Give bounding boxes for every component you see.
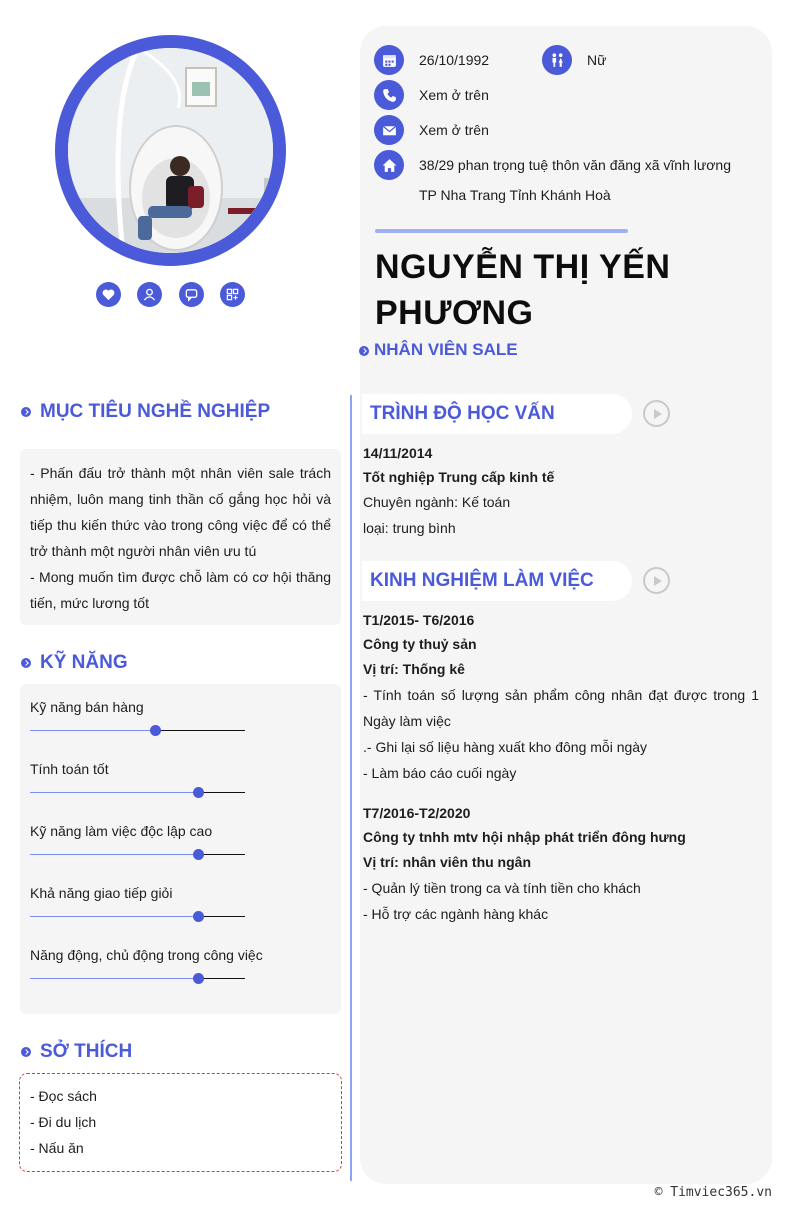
chevron-right-icon (359, 346, 369, 356)
job-duty: - Hỗ trợ các ngành hàng khác (363, 906, 549, 922)
skill-label: Kỹ năng làm việc độc lập cao (30, 823, 213, 839)
user-icon[interactable] (137, 282, 162, 307)
education-title: TRÌNH ĐỘ HỌC VẤN (370, 403, 555, 424)
hobby-item: - Đọc sách (30, 1088, 97, 1104)
skill-label: Năng động, chủ động trong công việc (30, 947, 263, 963)
job-duty: - Quản lý tiền trong ca và tính tiền cho khách (363, 880, 641, 896)
gender: Nữ (587, 52, 607, 68)
education-date: 14/11/2014 (363, 445, 433, 461)
job-company: Công ty thuỷ sản (363, 636, 477, 652)
skill-label: Tính toán tốt (30, 761, 109, 777)
objective-text (30, 460, 331, 616)
hobby-item: - Nấu ăn (30, 1140, 84, 1156)
job-period: T7/2016-T2/2020 (363, 805, 471, 821)
name-line-1: NGUYỄN THỊ YẾN (375, 248, 671, 286)
play-icon[interactable] (643, 567, 670, 594)
experience-title: KINH NGHIỆM LÀM VIỆC (370, 570, 594, 591)
skill-fill (30, 916, 198, 917)
job-period: T1/2015- T6/2016 (363, 612, 475, 628)
skill-label: Khả năng giao tiếp giỏi (30, 885, 173, 901)
education-header (362, 394, 632, 434)
skills-title: KỸ NĂNG (40, 652, 128, 673)
skill-fill (30, 792, 198, 793)
job-position: Vị trí: nhân viên thu ngân (363, 854, 531, 870)
skill-fill (30, 854, 198, 855)
skill-label: Kỹ năng bán hàng (30, 699, 144, 715)
phone-icon (374, 80, 404, 110)
footer-copyright: © Timviec365.vn (654, 1185, 772, 1200)
experience-header (362, 561, 632, 601)
mail-icon (374, 115, 404, 145)
phone: Xem ở trên (419, 87, 489, 103)
skill-slider (30, 916, 245, 917)
play-icon[interactable] (643, 400, 670, 427)
address-line-2: TP Nha Trang Tỉnh Khánh Hoà (419, 187, 611, 203)
name-line-2: PHƯƠNG (375, 294, 534, 332)
avatar (68, 48, 273, 253)
job-duty: - Làm báo cáo cuối ngày (363, 765, 517, 781)
skills-box (20, 684, 341, 1014)
job-title: NHÂN VIÊN SALE (374, 340, 518, 359)
objective-item-1: - Phấn đấu trở thành một nhân viên sale trách nhiệm, luôn mang tinh thần cố gắng học hỏi và tiếp thu kiến thức vào trong công việc để có thể trở thành một người nhân viên ưu tú (30, 465, 331, 559)
grid-icon[interactable] (220, 282, 245, 307)
skill-knob (193, 787, 204, 798)
job-duty: - Tính toán số lượng sản phẩm công nhân đạt được trong 1 Ngày làm việc (363, 687, 759, 729)
address-line-1: 38/29 phan trọng tuệ thôn văn đăng xã vĩnh lương (419, 157, 732, 173)
chevron-right-icon (21, 1047, 31, 1057)
email: Xem ở trên (419, 122, 489, 138)
skill-slider (30, 730, 245, 731)
chevron-right-icon (21, 407, 31, 417)
calendar-icon (374, 45, 404, 75)
chat-icon[interactable] (179, 282, 204, 307)
home-icon (374, 150, 404, 180)
education-major: Chuyên ngành: Kế toán (363, 494, 511, 510)
hobby-item: - Đi du lịch (30, 1114, 97, 1130)
skill-knob (193, 973, 204, 984)
skill-knob (193, 911, 204, 922)
skill-knob (150, 725, 161, 736)
skill-fill (30, 978, 198, 979)
chevron-right-icon (21, 658, 31, 668)
job-position: Vị trí: Thống kê (363, 661, 465, 677)
hobbies-title: SỞ THÍCH (40, 1041, 133, 1062)
avatar-photo (68, 48, 273, 253)
name-accent-bar (375, 229, 628, 233)
education-degree: Tốt nghiệp Trung cấp kinh tế (363, 469, 555, 485)
gender-icon (542, 45, 572, 75)
job-company: Công ty tnhh mtv hội nhập phát triển đông hưng (363, 829, 686, 845)
objective-item-2: - Mong muốn tìm được chỗ làm có cơ hội thăng tiến, mức lương tốt (30, 569, 331, 611)
birthday: 26/10/1992 (419, 52, 490, 68)
skill-fill (30, 730, 155, 731)
skill-slider (30, 854, 245, 855)
skill-slider (30, 792, 245, 793)
skill-knob (193, 849, 204, 860)
column-divider (350, 395, 352, 1181)
education-grade: loại: trung bình (363, 520, 456, 536)
job-duty: .- Ghi lại số liệu hàng xuất kho đông mỗi ngày (363, 739, 648, 755)
skill-slider (30, 978, 245, 979)
full-name (375, 244, 765, 336)
objective-title: MỤC TIÊU NGHỀ NGHIỆP (40, 401, 271, 422)
heart-icon[interactable] (96, 282, 121, 307)
